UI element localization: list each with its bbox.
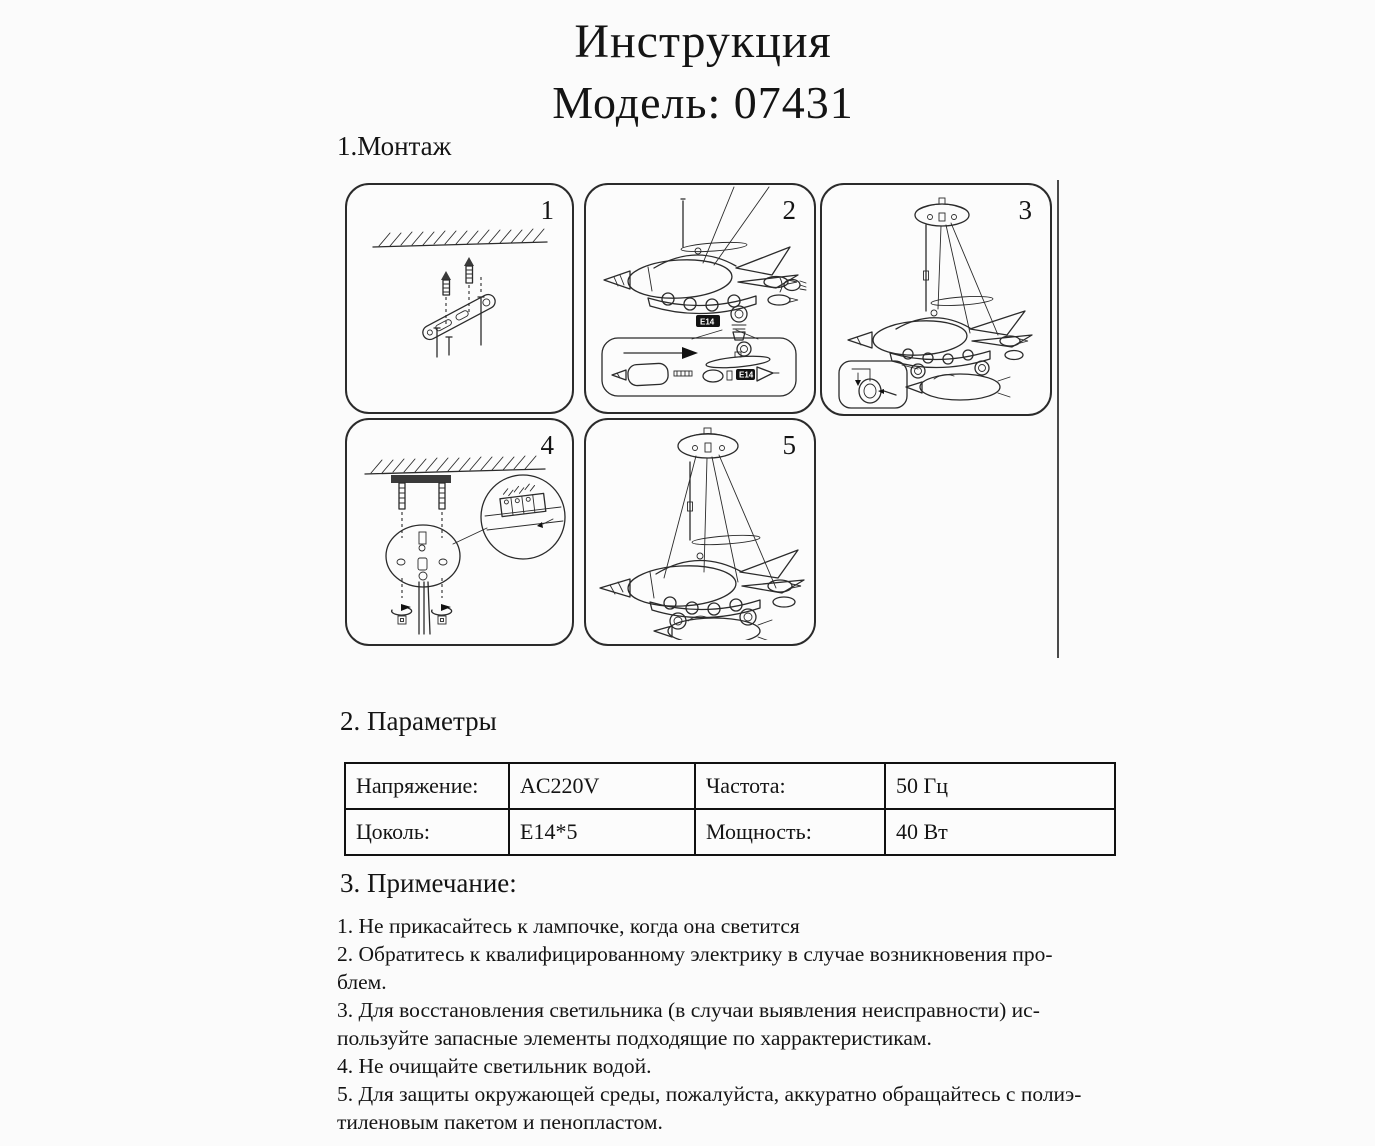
assembled-lamp-drawing — [586, 420, 810, 640]
diagram-panel-4 — [345, 418, 574, 646]
panel-number: 4 — [540, 430, 554, 460]
panel-number: 5 — [782, 430, 796, 460]
mounted-bracket — [391, 475, 451, 483]
callout-leader — [453, 528, 487, 544]
ceiling-hatch — [365, 456, 545, 474]
panel-number: 2 — [782, 195, 796, 225]
lower-rocket — [654, 616, 772, 640]
shade-inset — [839, 361, 918, 408]
diagram-panel-3 — [820, 183, 1052, 416]
mounting-bracket — [420, 292, 497, 342]
ceiling-bracket-drawing — [347, 185, 568, 408]
params-table — [344, 762, 1116, 856]
suspension-wires — [664, 455, 776, 588]
param-label: Мощность: — [695, 809, 885, 855]
note-line: 1. Не прикасайтесь к лампочке, когда она светится — [337, 914, 800, 938]
param-value: 40 Вт — [885, 809, 1115, 855]
ceiling-canopy — [678, 428, 738, 458]
montage-diagrams — [345, 183, 1067, 659]
note-line: тиленовым пакетом и пенопластом. — [337, 1110, 663, 1134]
param-value: E14*5 — [509, 809, 695, 855]
wall-anchor-icon — [441, 257, 474, 295]
param-label: Частота: — [695, 763, 885, 809]
param-label: Напряжение: — [345, 763, 509, 809]
ceiling-canopy — [915, 198, 969, 226]
note-line: пользуйте запасные элементы подходящие по харрактеристикам. — [337, 1026, 932, 1050]
suspension-wires — [681, 187, 769, 265]
params-heading: 2. Параметры — [340, 706, 497, 736]
model-line: Модель: 07431 — [552, 77, 854, 128]
note-line: 4. Не очищайте светильник водой. — [337, 1054, 652, 1078]
screw-rotate-icon — [392, 604, 452, 624]
rocket-body — [600, 534, 804, 609]
note-line: 3. Для восстановления светильника (в случаи выявления неисправности) ис- — [337, 998, 1040, 1022]
lamp-arm — [650, 597, 760, 629]
ceiling-hatch — [373, 229, 547, 247]
inset-bubble — [602, 338, 796, 396]
note-line: блем. — [337, 970, 387, 994]
canopy-disk — [386, 525, 460, 634]
param-label: Цоколь: — [345, 809, 509, 855]
e14-label: E14 — [739, 370, 754, 380]
lamp-arm — [890, 349, 990, 378]
rocket-body — [848, 295, 1032, 360]
note-line: 2. Обратитесь к квалифицированному электрику в случае возникновения про- — [337, 942, 1053, 966]
lower-rocket — [906, 374, 1010, 400]
diagram-panel-2 — [584, 183, 816, 414]
e14-label: E14 — [700, 317, 715, 327]
montage-heading: 1.Монтаж — [337, 131, 452, 161]
rocket-body — [604, 241, 798, 305]
page-edge-line — [1057, 180, 1059, 658]
bulb-installation-drawing — [586, 185, 810, 408]
panel-number: 3 — [1018, 195, 1032, 225]
notes-heading: 3. Примечание: — [340, 868, 517, 898]
table-row — [345, 809, 1115, 855]
notes-list — [337, 912, 1082, 1136]
terminal-inset — [481, 475, 565, 559]
table-row — [345, 763, 1115, 809]
panel-number: 1 — [540, 195, 554, 225]
hanging-adjustment-drawing — [822, 185, 1046, 410]
canopy-wiring-drawing — [347, 420, 568, 640]
page-title: Инструкция — [574, 15, 832, 68]
diagram-panel-1 — [345, 183, 574, 414]
param-value: AC220V — [509, 763, 695, 809]
mounting-screws — [434, 277, 484, 357]
param-value: 50 Гц — [885, 763, 1115, 809]
loose-bulb — [780, 278, 806, 292]
anchor-bolts — [399, 483, 445, 509]
diagram-panel-5 — [584, 418, 816, 646]
note-line: 5. Для защиты окружающей среды, пожалуйста, аккуратно обращайтесь с полиэ- — [337, 1082, 1082, 1106]
